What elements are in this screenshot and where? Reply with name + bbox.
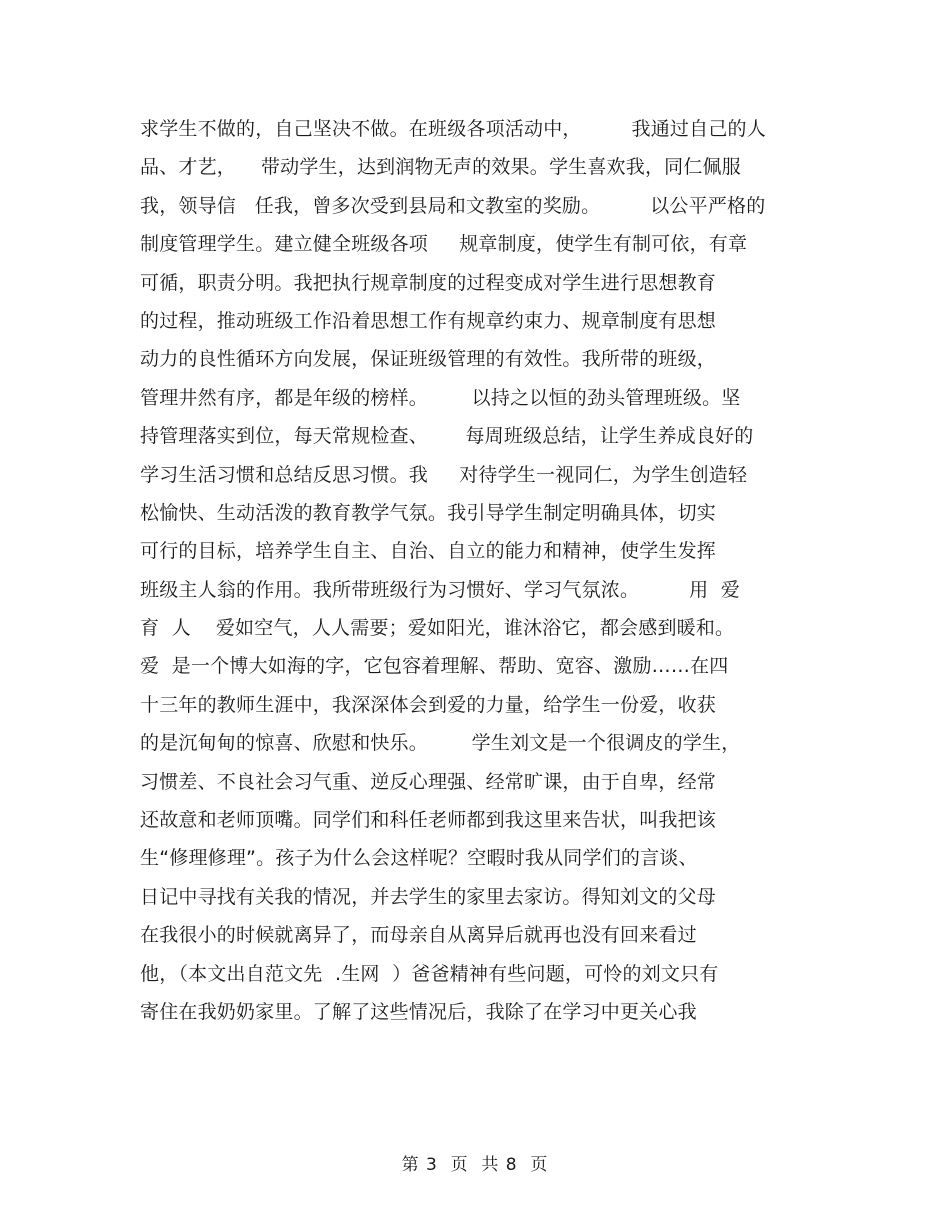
text-line: 求学生不做的，自己坚决不做。在班级各项活动中， 我通过自己的人 bbox=[140, 118, 766, 140]
text-line: 松愉快、生动活泼的教育教学气氛。我引导学生制定明确具体，切实 bbox=[140, 501, 717, 524]
text-line: 可循，职责分明。我把执行规章制度的过程变成对学生进行思想教育 bbox=[140, 271, 717, 294]
text-line: 爱 是一个博大如海的字，它包容着理解、帮助、宽容、激励……在四 bbox=[140, 655, 729, 678]
text-line: 的是沉甸甸的惊喜、欣慰和快乐。 学生刘文是一个很调皮的学生， bbox=[140, 732, 741, 755]
text-line: 寄住在我奶奶家里。了解了这些情况后，我除了在学习中更关心我 bbox=[140, 1000, 697, 1023]
text-line: 他，（本文出自范文先 .生网 ）爸爸精神有些问题，可怜的刘文只有 bbox=[140, 962, 719, 985]
text-line: 可行的目标，培养学生自主、自治、自立的能力和精神，使学生发挥 bbox=[140, 540, 717, 563]
text-line: 我，领导信 任我，曾多次受到县局和文教室的奖励。 以公平严格的 bbox=[140, 194, 766, 217]
text-line: 品、才艺， 带动学生，达到润物无声的效果。学生喜欢我，同仁佩服 bbox=[140, 156, 741, 179]
text-line: 的过程，推动班级工作沿着思想工作有规章约束力、规章制度有思想 bbox=[140, 309, 717, 332]
text-line: 持管理落实到位，每天常规检查、 每周班级总结，让学生养成良好的 bbox=[140, 425, 754, 448]
text-line: 在我很小的时候就离异了，而母亲自从离异后就再也没有回来看过 bbox=[140, 924, 697, 947]
text-line: 管理井然有序，都是年级的榜样。 以持之以恒的劲头管理班级。坚 bbox=[140, 386, 741, 409]
text-line: 还故意和老师顶嘴。同学们和科任老师都到我这里来告状，叫我把该 bbox=[140, 809, 717, 832]
text-line: 十三年的教师生涯中，我深深体会到爱的力量，给学生一份爱，收获 bbox=[140, 693, 717, 716]
text-line: 学习生活习惯和总结反思习惯。我 对待学生一视同仁，为学生创造轻 bbox=[140, 463, 748, 486]
text-line: 动力的良性循环方向发展，保证班级管理的有效性。我所带的班级， bbox=[140, 348, 717, 371]
page-number-footer: 第 3 页 共 8 页 bbox=[401, 1155, 549, 1175]
text-line: 生“修理修理”。孩子为什么会这样呢？空暇时我从同学们的言谈、 bbox=[140, 847, 698, 870]
text-line: 育 人 爱如空气，人人需要；爱如阳光，谁沐浴它，都会感到暖和。 bbox=[140, 617, 735, 640]
text-line: 习惯差、不良社会习气重、逆反心理强、经常旷课，由于自卑，经常 bbox=[140, 770, 717, 793]
body-text bbox=[140, 110, 840, 1031]
text-line: 制度管理学生。建立健全班级各项 规章制度，使学生有制可依，有章 bbox=[140, 233, 748, 256]
text-line: 班级主人翁的作用。我所带班级行为习惯好、学习气氛浓。 用 爱 bbox=[140, 578, 740, 601]
text-line: 日记中寻找有关我的情况，并去学生的家里去家访。得知刘文的父母 bbox=[140, 885, 717, 908]
